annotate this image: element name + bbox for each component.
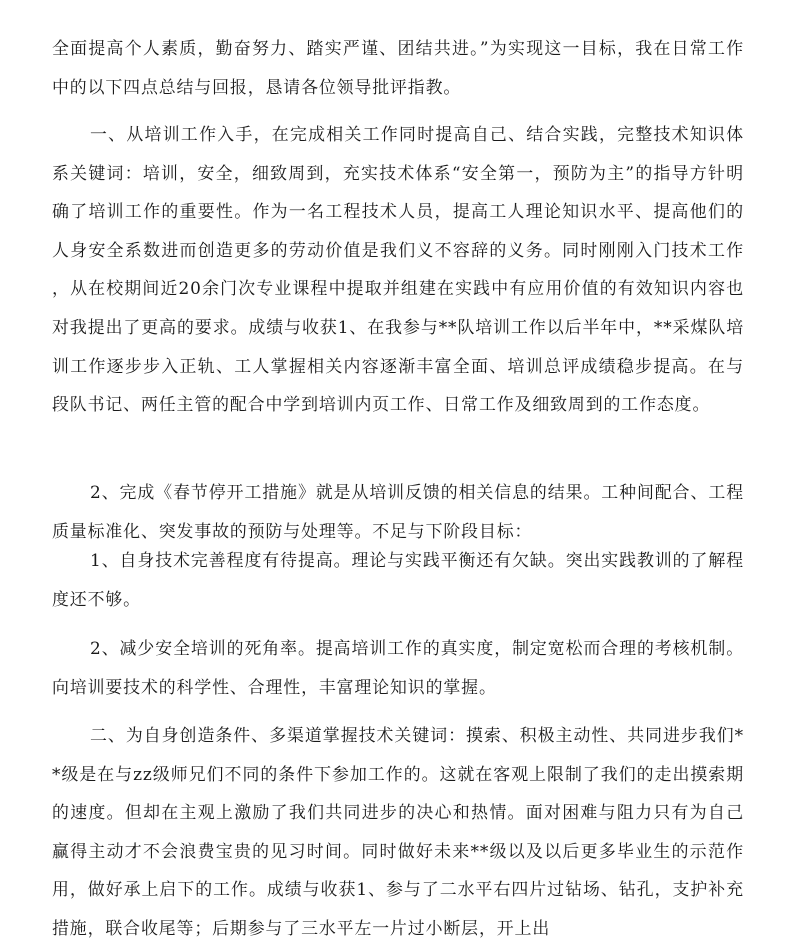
paragraph-2: 一、从培训工作入手，在完成相关工作同时提高自己、结合实践，完整技术知识体系关键词：培训，安全，细致周到，充实技术体系“安全第一，预防为主”的指导方针明确了培训工作的重要性。作为一名工程技术人员，提高工人理论知识水平、提高他们的人身安全系数进而创造更多的劳动价值是我们义不容辞的义务。同时刚刚入门技术工作，从在校期间近20余门次专业课程中提取并组建在实践中有应用价值的有效知识内容也对我提出了更高的要求。成绩与收获1、在我参与**队培训工作以后半年中，**采煤队培训工作逐步步入正轨、工人掌握相关内容逐渐丰富全面、培训总评成绩稳步提高。在与段队书记、两任主管的配合中学到培训内页工作、日常工作及细致周到的工作态度。 xyxy=(52,124,744,415)
paragraph-3: 2、完成《春节停开工措施》就是从培训反馈的相关信息的结果。工种间配合、工程质量标准化、突发事故的预防与处理等。不足与下阶段目标： xyxy=(52,482,744,541)
paragraph-5: 2、减少安全培训的死角率。提高培训工作的真实度，制定宽松而合理的考核机制。向培训要技术的科学性、合理性，丰富理论知识的掌握。 xyxy=(52,638,744,697)
paragraph-1: 全面提高个人素质，勤奋努力、踏实严谨、团结共进。”为实现这一目标，我在日常工作中的以下四点总结与回报，恳请各位领导批评指教。 xyxy=(52,38,744,97)
paragraph-4: 1、自身技术完善程度有待提高。理论与实践平衡还有欠缺。突出实践教训的了解程度还不够。 xyxy=(52,550,744,609)
paragraph-6: 二、为自身创造条件、多渠道掌握技术关键词：摸索、积极主动性、共同进步我们**级是在与zz级师兄们不同的条件下参加工作的。这就在客观上限制了我们的走出摸索期的速度。但却在主观上激励了我们共同进步的决心和热情。面对困难与阻力只有为自己赢得主动才不会浪费宝贵的见习时间。同时做好未来**级以及以后更多毕业生的示范作用，做好承上启下的工作。成绩与收获1、参与了二水平右四片过钻场、钻孔，支护补充措施，联合收尾等；后期参与了三水平左一片过小断层，开上出 xyxy=(52,725,744,938)
